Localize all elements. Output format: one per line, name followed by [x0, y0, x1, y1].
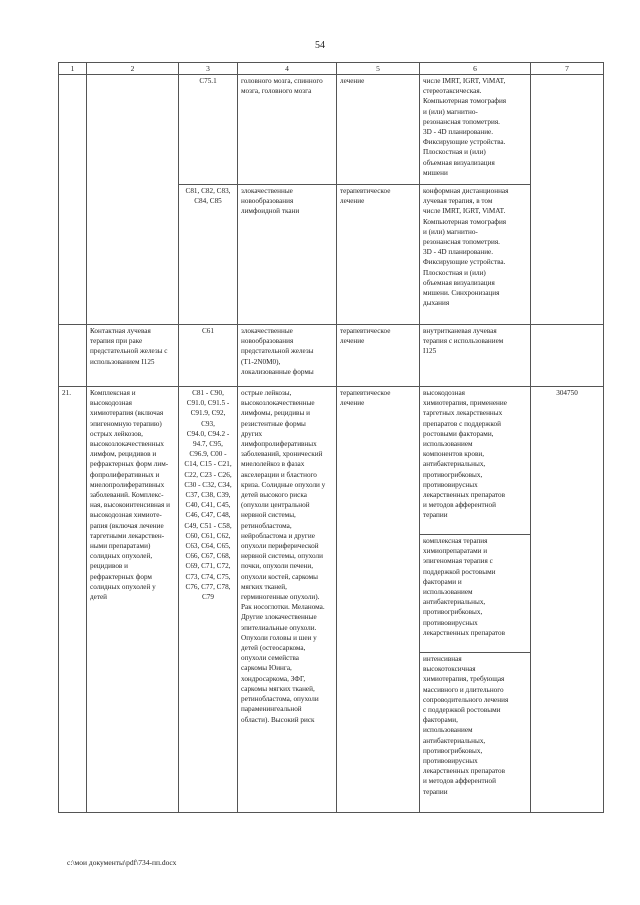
cell-text-line: новообразования — [241, 337, 294, 346]
cell-text-line: противогрибковых, — [423, 608, 483, 617]
cell-text-line: ная, высокоинтенсивная и — [90, 501, 170, 510]
cell-text-line: лекарственных препаратов — [423, 628, 506, 637]
cell-text-line: лечение — [340, 77, 365, 85]
cell-text-line: лечение — [340, 197, 365, 206]
cell-text-line: компонентов крови, — [423, 450, 485, 459]
cell-text-line: C14, C15 - C21, — [184, 460, 232, 469]
cell-text-line: терапия при раке — [90, 337, 143, 346]
cell-text-line: резистентные формы — [241, 419, 306, 428]
cell-text-line: ными препаратами) — [90, 542, 151, 551]
cell-text-line: Компьютерная томография — [423, 217, 507, 226]
cell-text-line: C81, C82, C83, — [185, 187, 231, 195]
cell-text-line: химиотерапия, применение — [423, 399, 507, 408]
cell-text-line: эпигеномную терапию) — [90, 419, 162, 428]
treatment-method-cell — [420, 535, 531, 653]
patient-model-cell — [238, 75, 337, 185]
page-number: 54 — [315, 40, 325, 51]
cell-text-line: сопроводительного лечения — [423, 695, 509, 704]
cell-text-line: опухоли периферической — [241, 542, 319, 551]
cell-text-line: 3D - 4D планирование. — [423, 128, 494, 137]
cell-text-line: противогрибковых, — [423, 746, 483, 755]
cell-text-line: препаратов с поддержкой — [423, 419, 501, 428]
header-cell: 6 — [420, 63, 531, 75]
cell-text-line: острых лейкозов, — [90, 429, 143, 438]
cell-text-line: детей — [90, 593, 108, 602]
patient-model-cell — [238, 325, 337, 387]
cell-text-line: C94.0, C94.2 - — [186, 429, 230, 438]
cell-text-line: массивного и длительного — [423, 685, 504, 694]
cell-text-line: C75.1 — [199, 77, 217, 85]
cell-text-line: C61 — [202, 327, 214, 335]
row-number-cell: 21. — [59, 387, 87, 813]
cell-text-line: C40, C41, C45, — [185, 501, 231, 510]
cell-text-line: терапия с использованием — [423, 337, 504, 346]
cell-text-line: параменингеальной — [241, 705, 302, 714]
cell-text-line: числе IMRT, IGRT, ViMAT, — [423, 77, 506, 85]
cell-text-line: Компьютерная томография — [423, 97, 507, 106]
cell-text-line: криза. Солидные опухоли у — [241, 480, 326, 489]
cell-text-line: новообразования — [241, 197, 294, 206]
cell-text-line: C46, C47, C48, — [185, 511, 231, 520]
cell-text-line: лечение — [340, 399, 365, 408]
cell-text-line: химиотерапия (включая — [90, 409, 164, 418]
treatment-type-cell — [337, 387, 420, 813]
cell-text-line: C76, C77, C78, — [185, 582, 231, 591]
treatment-method-cell — [420, 325, 531, 387]
cell-text-line: дыхания — [423, 299, 450, 308]
cell-text-line: противовирусных — [423, 757, 478, 766]
cell-text-line: заболеваний, хронический — [241, 450, 323, 459]
cell-text-line: терапевтическое — [340, 327, 391, 335]
cell-text-line: лимфоидной ткани — [241, 207, 300, 216]
cell-text-line: лимфопролиферативных — [241, 440, 317, 449]
cell-text-line: C63, C64, C65, — [185, 542, 231, 551]
medical-care-table — [58, 62, 604, 813]
patient-model-cell — [238, 185, 337, 325]
cell-text-line: C81 - C90, — [192, 389, 224, 397]
cell-text-line: объемная визуализация — [423, 278, 495, 287]
cell-text-line: предстательной железы с — [90, 347, 168, 356]
cell-text-line: C66, C67, C68, — [185, 552, 231, 561]
cell-text-line: саркомы мягких тканей, — [241, 684, 315, 693]
cell-text-line: конформная дистанционная — [423, 187, 509, 195]
cell-text-line: лекарственных препаратов — [423, 767, 506, 776]
cell-text-line: ретинобластома, опухоли — [241, 695, 319, 704]
cell-text-line: Плоскостная и (или) — [423, 148, 486, 157]
cell-text-line: мишени. Синхронизация — [423, 289, 500, 298]
treatment-method-cell — [420, 653, 531, 813]
cell-text-line: (опухоли центральной — [241, 501, 310, 510]
header-cell: 2 — [87, 63, 179, 75]
cell-text-line: предстательной железы — [241, 347, 314, 356]
cell-text-line: C22, C23 - C26, — [184, 470, 232, 479]
cell-text-line: почки, опухоли печени, — [241, 562, 314, 571]
cell-text-line: высокодозная — [90, 399, 132, 408]
cell-text-line: акселерации и бластного — [241, 470, 317, 479]
cell-text-line: C91.9, C92, — [190, 409, 226, 418]
header-cell: 1 — [59, 63, 87, 75]
cell-text-line: эпителиальные опухоли. — [241, 623, 317, 632]
cell-text-line: C73, C74, C75, — [185, 572, 231, 581]
cell-text-line: резонансная топометрия. — [423, 117, 500, 126]
cell-text-line: противогрибковых, — [423, 470, 483, 479]
cell-text-line: интенсивная — [423, 655, 462, 663]
cell-text-line: Другие злокачественные — [241, 613, 317, 622]
cell-text-line: C84, C85 — [194, 197, 222, 206]
cell-text-line: и методов афферентной — [423, 501, 496, 510]
cell-text-line: факторами и — [423, 577, 462, 586]
cell-text-line: терапии — [423, 511, 448, 520]
cell-text-line: C96.9, C00 - — [189, 450, 227, 459]
icd-codes-cell — [179, 325, 238, 387]
cell-text-line: антибактериальных, — [423, 598, 486, 607]
cell-text-line: C30 - C32, C34, — [184, 480, 232, 489]
cell-text-line: области). Высокий риск — [241, 715, 315, 724]
cell-text-line: фопролиферативных и — [90, 470, 160, 479]
cell-text-line: Фиксирующие устройства. — [423, 138, 506, 147]
cell-text-line: злокачественные — [241, 327, 293, 335]
header-cell: 3 — [179, 63, 238, 75]
cell-text-line: и методов афферентной — [423, 777, 496, 786]
cell-text-line: использованием — [423, 726, 473, 735]
cell-text-line: высокозлокачественные — [241, 399, 315, 408]
cell-text-line: рецидивов и — [90, 562, 128, 571]
cell-text-line: использованием — [423, 440, 473, 449]
care-type-cell — [87, 75, 179, 325]
cell-text-line: C49, C51 - C58, — [184, 521, 232, 530]
cell-text-line: Контактная лучевая — [90, 327, 151, 335]
icd-codes-cell — [179, 387, 238, 813]
cell-text-line: рапия (включая лечение — [90, 521, 164, 530]
cell-text-line: мягких тканей, — [241, 582, 287, 591]
cell-text-line: Комплексная и — [90, 389, 136, 397]
cell-text-line: поддержкой ростовыми — [423, 567, 496, 576]
header-cell: 5 — [337, 63, 420, 75]
cell-text-line: таргетных лекарственных — [423, 409, 503, 418]
cell-text-line: опухоли костей, саркомы — [241, 572, 318, 581]
cell-text-line: солидных опухолей, — [90, 552, 153, 561]
cost-cell: 304750 — [531, 387, 604, 813]
cell-text-line: высокозлокачественных — [90, 440, 165, 449]
cell-text-line: мозга, головного мозга — [241, 87, 312, 96]
cell-text-line: антибактериальных, — [423, 460, 486, 469]
cell-text-line: C69, C71, C72, — [185, 562, 231, 571]
file-path-footer: c:\мои документы\pdf\734-пп.docx — [67, 858, 177, 867]
cell-text-line: химиопрепаратами и — [423, 547, 488, 556]
cell-text-line: мишени — [423, 168, 448, 177]
cell-text-line: рефрактерных форм лим- — [90, 460, 169, 469]
cell-text-line: с поддержкой ростовыми — [423, 706, 501, 715]
header-row — [59, 63, 604, 75]
cell-text-line: стереотаксическая. — [423, 87, 482, 96]
cell-text-line: C60, C61, C62, — [185, 531, 231, 540]
cell-text-line: внутритканевая лучевая — [423, 327, 497, 335]
cell-text-line: Плоскостная и (или) — [423, 268, 486, 277]
header-cell: 4 — [238, 63, 337, 75]
cell-text-line: нейробластома и другие — [241, 531, 315, 540]
cell-text-line: противовирусных — [423, 480, 478, 489]
row-number-cell — [59, 325, 87, 387]
cell-text-line: лечение — [340, 337, 365, 346]
cell-text-line: рефрактерных форм — [90, 572, 152, 581]
cost-cell — [531, 325, 604, 387]
cost-cell — [531, 75, 604, 325]
cell-text-line: C93, — [201, 419, 215, 428]
cell-text-line: лучевая терапия, в том — [423, 197, 493, 206]
cell-text-line: герминогенные опухоли). — [241, 593, 320, 602]
table-row — [59, 387, 604, 535]
cell-text-line: высокотоксичная — [423, 665, 476, 674]
cell-text-line: других — [241, 429, 263, 438]
cell-text-line: (T1-2N0M0), — [241, 357, 281, 366]
cell-text-line: C79 — [202, 593, 214, 602]
cell-text-line: эпигеномная терапия с — [423, 557, 493, 566]
cell-text-line: заболеваний. Комплекс- — [90, 491, 164, 500]
cell-text-line: злокачественные — [241, 187, 293, 195]
cell-text-line: комплексная терапия — [423, 537, 488, 545]
care-type-cell — [87, 325, 179, 387]
treatment-type-cell — [337, 185, 420, 325]
cell-text-line: использованием — [423, 588, 473, 597]
cell-text-line: 94.7, C95, — [193, 440, 223, 449]
cell-text-line: 3D - 4D планирование. — [423, 248, 494, 257]
cell-text-line: резонансная топометрия. — [423, 238, 500, 247]
table-row — [59, 75, 604, 185]
cell-text-line: I125 — [423, 347, 437, 356]
cell-text-line: головного мозга, спинного — [241, 77, 323, 85]
cell-text-line: лекарственных препаратов — [423, 491, 506, 500]
cell-text-line: детей (остеосаркома, — [241, 644, 306, 653]
cell-text-line: терапевтическое — [340, 389, 391, 397]
cell-text-line: терапевтическое — [340, 187, 391, 195]
cell-text-line: острые лейкозы, — [241, 389, 292, 397]
cell-text-line: Опухоли головы и шеи у — [241, 633, 317, 642]
cell-text-line: использованием I125 — [90, 357, 155, 366]
cell-text-line: Фиксирующие устройства. — [423, 258, 506, 267]
cell-text-line: локализованные формы — [241, 367, 314, 376]
cell-text-line: терапии — [423, 787, 448, 796]
treatment-method-cell — [420, 387, 531, 535]
cell-text-line: миелолейкоз в фазах — [241, 460, 305, 469]
cell-text-line: Рак носоглотки. Меланома. — [241, 603, 325, 612]
cell-text-line: нервной системы, опухоли — [241, 552, 323, 561]
cell-text-line: таргетными лекарствен- — [90, 531, 165, 540]
cell-text-line: миелопролиферативных — [90, 480, 165, 489]
cell-text-line: солидных опухолей у — [90, 582, 156, 591]
treatment-method-cell — [420, 185, 531, 325]
cell-text-line: C91.0, C91.5 - — [186, 399, 230, 408]
cell-text-line: опухоли семейства — [241, 654, 299, 663]
header-cell: 7 — [531, 63, 604, 75]
cell-text-line: лимфомы, рецидивы и — [241, 409, 310, 418]
cell-text-line: ростовыми факторами, — [423, 429, 494, 438]
cell-text-line: высокодозная — [423, 389, 465, 397]
cell-text-line: ретинобластома, — [241, 521, 292, 530]
cell-text-line: числе IMRT, IGRT, ViMAT. — [423, 207, 506, 216]
row-number-cell — [59, 75, 87, 325]
cell-text-line: и (или) магнитно- — [423, 227, 478, 236]
icd-codes-cell — [179, 185, 238, 325]
cell-text-line: саркомы Юинга, — [241, 664, 292, 673]
cell-text-line: лимфом, рецидивов и — [90, 450, 157, 459]
cell-text-line: и (или) магнитно- — [423, 107, 478, 116]
cell-text-line: хондросаркома, ЗФГ, — [241, 674, 306, 683]
cell-text-line: химиотерапия, требующая — [423, 675, 505, 684]
cell-text-line: объемная визуализация — [423, 158, 495, 167]
cell-text-line: детей высокого риска — [241, 491, 307, 500]
treatment-method-cell — [420, 75, 531, 185]
cell-text-line: C37, C38, C39, — [185, 491, 231, 500]
icd-codes-cell — [179, 75, 238, 185]
treatment-type-cell — [337, 75, 420, 185]
cell-text-line: нервной системы, — [241, 511, 296, 520]
table-row — [59, 325, 604, 387]
treatment-type-cell — [337, 325, 420, 387]
cell-text-line: антибактериальных, — [423, 736, 486, 745]
patient-model-cell — [238, 387, 337, 813]
cell-text-line: высокодозная химиоте- — [90, 511, 162, 520]
cell-text-line: противовирусных — [423, 618, 478, 627]
care-type-cell — [87, 387, 179, 813]
cell-text-line: факторами, — [423, 716, 458, 725]
